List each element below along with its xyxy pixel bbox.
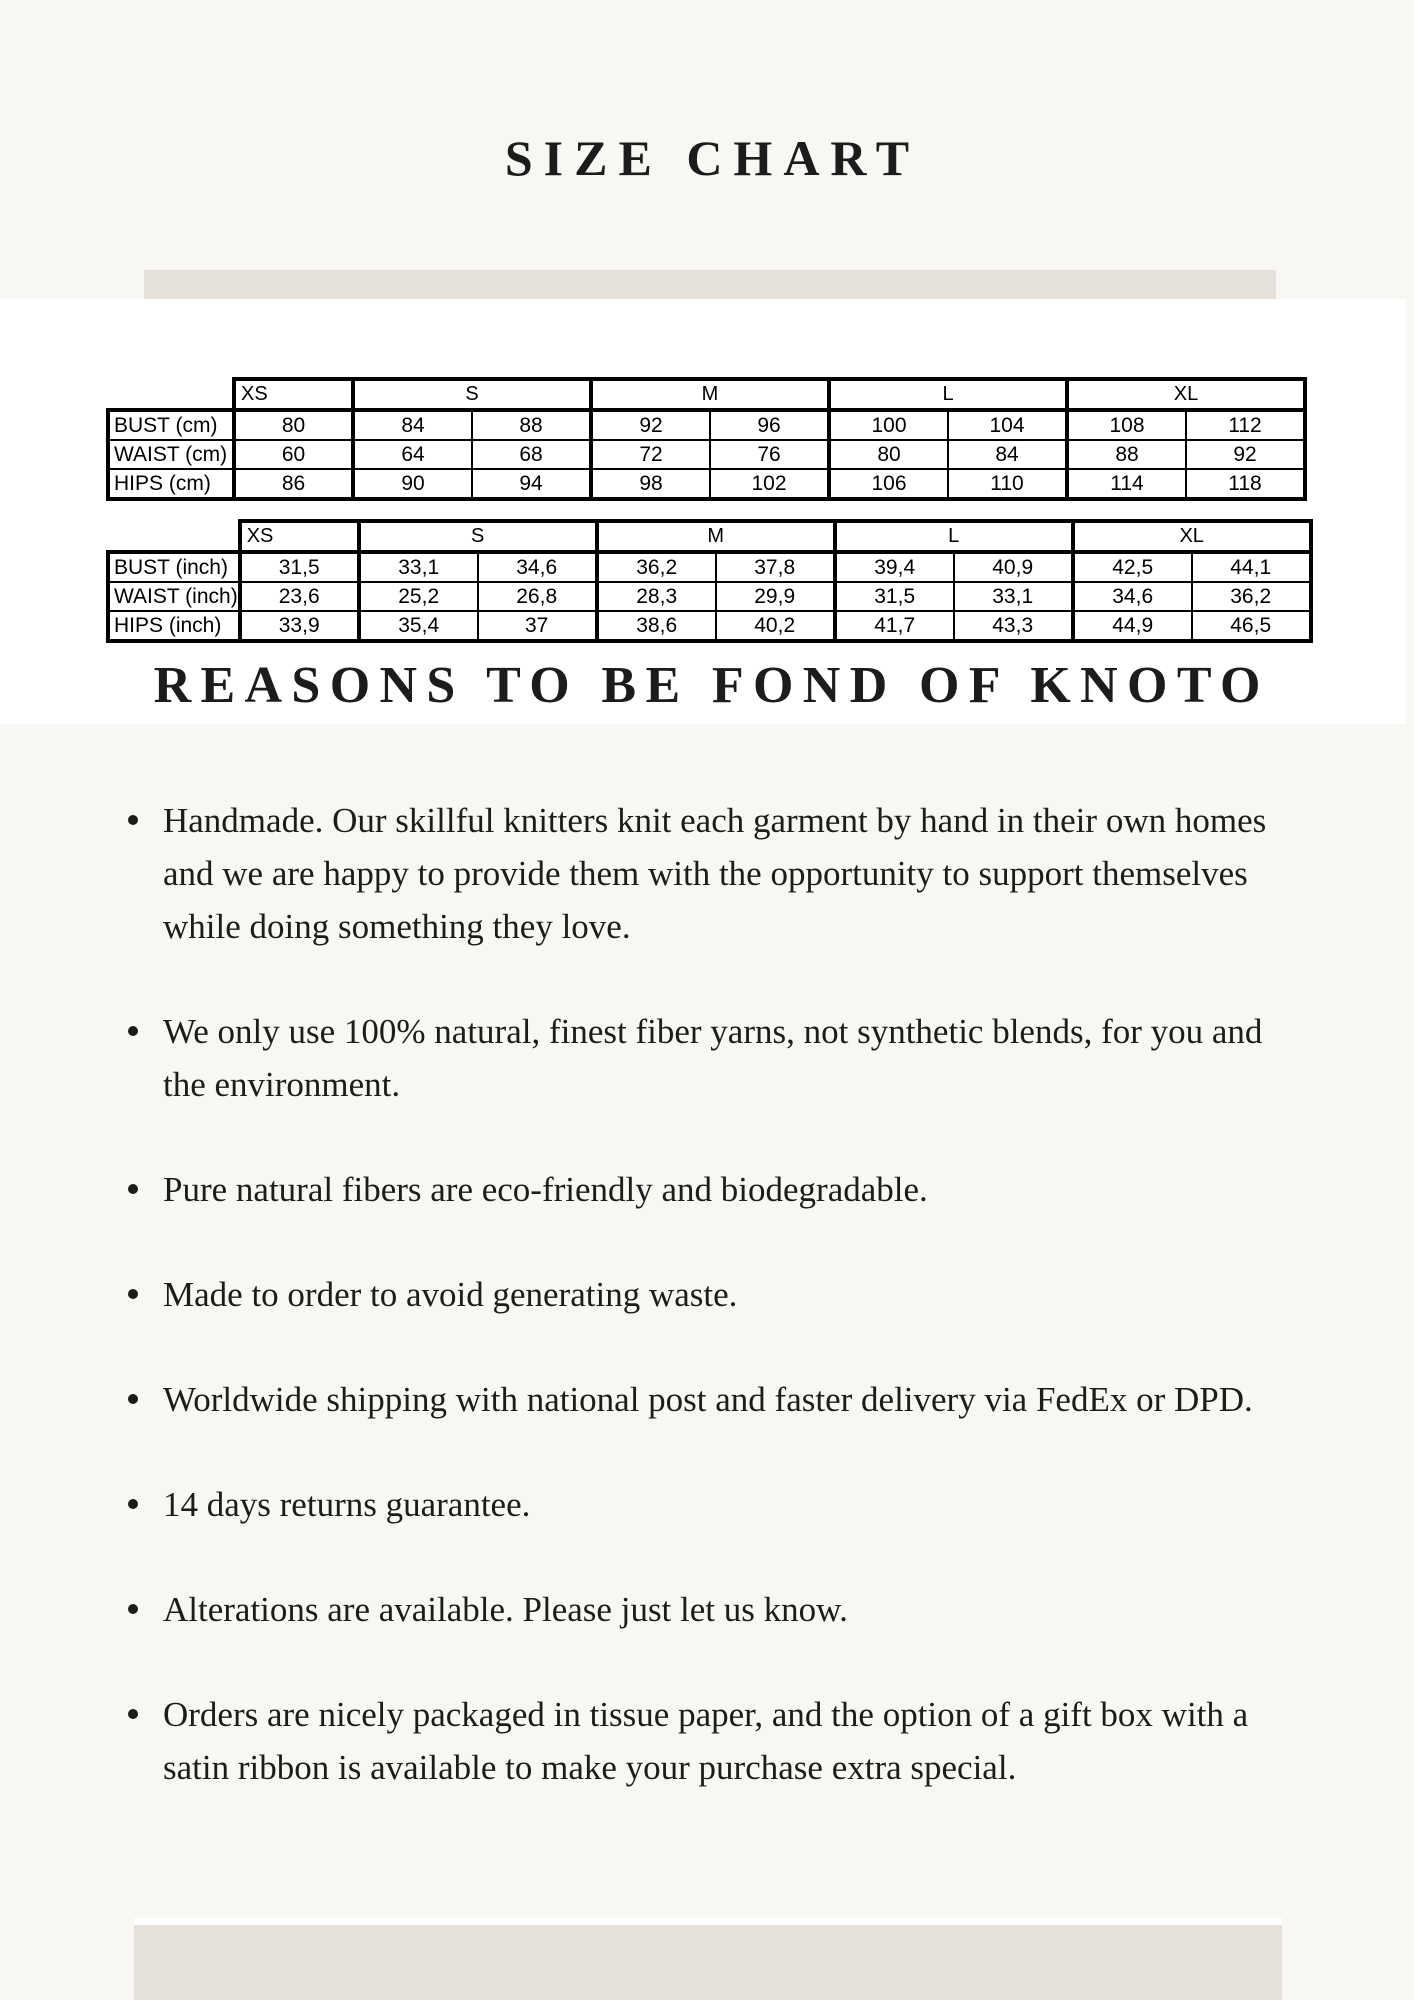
measurement-row-label: BUST (cm) [108, 410, 234, 440]
measurement-cell: 84 [948, 440, 1067, 469]
measurement-cell: 86 [234, 469, 353, 499]
measurement-cell: 104 [948, 410, 1067, 440]
measurement-row [108, 552, 1311, 582]
bottom-accent-strip [134, 1925, 1282, 2000]
size-table-cm [106, 377, 1307, 501]
measurement-cell: 40,9 [954, 552, 1073, 582]
measurement-cell: 31,5 [240, 552, 359, 582]
reason-item: Made to order to avoid generating waste. [122, 1268, 1302, 1321]
measurement-cell: 33,1 [954, 582, 1073, 611]
reason-item: 14 days returns guarantee. [122, 1478, 1302, 1531]
measurement-cell: 35,4 [359, 611, 478, 641]
measurement-cell: 29,9 [716, 582, 835, 611]
reason-item: Alterations are available. Please just let us know. [122, 1583, 1302, 1636]
size-column-header-xl: XL [1073, 521, 1311, 552]
measurement-cell: 90 [353, 469, 472, 499]
reason-item: Worldwide shipping with national post and faster delivery via FedEx or DPD. [122, 1373, 1302, 1426]
measurement-cell: 88 [472, 410, 591, 440]
corner-cell [108, 379, 234, 410]
measurement-cell: 94 [472, 469, 591, 499]
measurement-row-label: HIPS (cm) [108, 469, 234, 499]
measurement-row [108, 440, 1305, 469]
measurement-row [108, 582, 1311, 611]
measurement-cell: 28,3 [597, 582, 716, 611]
measurement-cell: 31,5 [835, 582, 954, 611]
measurement-cell: 100 [829, 410, 948, 440]
size-column-header-m: M [591, 379, 829, 410]
measurement-cell: 36,2 [1192, 582, 1311, 611]
size-column-header-l: L [835, 521, 1073, 552]
size-column-header-xs: XS [234, 379, 353, 410]
measurement-cell: 40,2 [716, 611, 835, 641]
measurement-cell: 46,5 [1192, 611, 1311, 641]
measurement-cell: 42,5 [1073, 552, 1192, 582]
measurement-cell: 33,9 [240, 611, 359, 641]
measurement-cell: 114 [1067, 469, 1186, 499]
measurement-cell: 60 [234, 440, 353, 469]
measurement-cell: 84 [353, 410, 472, 440]
measurement-row-label: BUST (inch) [108, 552, 240, 582]
measurement-row-label: HIPS (inch) [108, 611, 240, 641]
size-column-header-s: S [359, 521, 597, 552]
page-title: SIZE CHART [504, 130, 921, 186]
measurement-cell: 37,8 [716, 552, 835, 582]
measurement-cell: 80 [234, 410, 353, 440]
measurement-cell: 64 [353, 440, 472, 469]
size-header-row [108, 379, 1305, 410]
measurement-row [108, 410, 1305, 440]
measurement-cell: 44,1 [1192, 552, 1311, 582]
measurement-cell: 106 [829, 469, 948, 499]
measurement-cell: 118 [1186, 469, 1305, 499]
reasons-list [122, 794, 1302, 1846]
reason-item: Pure natural fibers are eco-friendly and biodegradable. [122, 1163, 1302, 1216]
measurement-cell: 37 [478, 611, 597, 641]
measurement-cell: 98 [591, 469, 710, 499]
size-table-inch [106, 519, 1313, 643]
size-column-header-m: M [597, 521, 835, 552]
measurement-cell: 92 [1186, 440, 1305, 469]
size-column-header-xs: XS [240, 521, 359, 552]
measurement-cell: 80 [829, 440, 948, 469]
top-accent-strip [144, 270, 1276, 299]
measurement-cell: 23,6 [240, 582, 359, 611]
size-column-header-s: S [353, 379, 591, 410]
measurement-cell: 72 [591, 440, 710, 469]
measurement-cell: 43,3 [954, 611, 1073, 641]
measurement-row [108, 611, 1311, 641]
measurement-cell: 34,6 [478, 552, 597, 582]
measurement-cell: 36,2 [597, 552, 716, 582]
measurement-cell: 26,8 [478, 582, 597, 611]
section-heading: REASONS TO BE FOND OF KNOTO [153, 657, 1270, 714]
size-header-row [108, 521, 1311, 552]
measurement-cell: 76 [710, 440, 829, 469]
measurement-row-label: WAIST (cm) [108, 440, 234, 469]
reason-item: Orders are nicely packaged in tissue paper, and the option of a gift box with a satin ribbon is available to make your purchase extra special. [122, 1688, 1302, 1794]
reason-item: Handmade. Our skillful knitters knit each garment by hand in their own homes and we are happy to provide them with the opportunity to support themselves while doing something they love. [122, 794, 1302, 953]
measurement-cell: 110 [948, 469, 1067, 499]
measurement-row-label: WAIST (inch) [108, 582, 240, 611]
measurement-cell: 38,6 [597, 611, 716, 641]
measurement-cell: 102 [710, 469, 829, 499]
measurement-cell: 44,9 [1073, 611, 1192, 641]
measurement-cell: 41,7 [835, 611, 954, 641]
corner-cell [108, 521, 240, 552]
measurement-cell: 96 [710, 410, 829, 440]
measurement-cell: 33,1 [359, 552, 478, 582]
measurement-cell: 39,4 [835, 552, 954, 582]
bottom-white-line [134, 1918, 1282, 1925]
measurement-cell: 112 [1186, 410, 1305, 440]
reason-item: We only use 100% natural, finest fiber yarns, not synthetic blends, for you and the environment. [122, 1005, 1302, 1111]
measurement-cell: 25,2 [359, 582, 478, 611]
measurement-cell: 88 [1067, 440, 1186, 469]
measurement-cell: 92 [591, 410, 710, 440]
measurement-cell: 108 [1067, 410, 1186, 440]
size-column-header-l: L [829, 379, 1067, 410]
measurement-row [108, 469, 1305, 499]
size-column-header-xl: XL [1067, 379, 1305, 410]
measurement-cell: 68 [472, 440, 591, 469]
measurement-cell: 34,6 [1073, 582, 1192, 611]
